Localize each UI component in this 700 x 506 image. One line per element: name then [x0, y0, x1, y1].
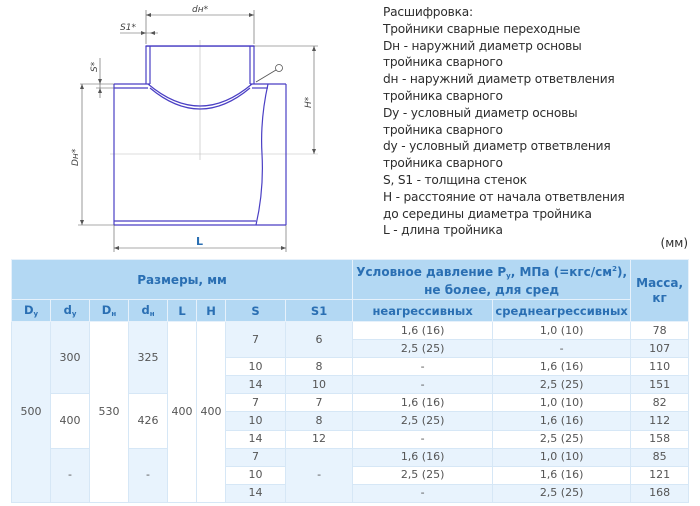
cell-dn: - — [129, 448, 168, 502]
legend-title: Расшифровка: — [383, 5, 473, 19]
cell-S: 10 — [226, 358, 286, 376]
units-label: (мм) — [660, 236, 688, 250]
cell-S: 7 — [226, 322, 286, 358]
legend-line: dy - условный диаметр ответвления — [383, 139, 611, 154]
specification-table — [11, 259, 689, 503]
cell-non-aggr: - — [353, 376, 493, 394]
cell-mass: 107 — [631, 340, 689, 358]
legend-line: до середины диаметра тройника — [383, 206, 592, 221]
s1-label: S1* — [120, 23, 136, 33]
cell-dn: 426 — [129, 394, 168, 448]
cell-non-aggr: - — [353, 484, 493, 502]
cell-mid-aggr: 2,5 (25) — [493, 376, 631, 394]
cell-mid-aggr: 1,0 (10) — [493, 322, 631, 340]
legend-line: Dy - условный диаметр основы — [383, 105, 578, 120]
cell-S: 7 — [226, 448, 286, 466]
table-row — [12, 322, 689, 340]
cell-H: 400 — [197, 322, 226, 503]
cell-mid-aggr: 1,0 (10) — [493, 394, 631, 412]
header-non-aggressive: неагрессивных — [353, 300, 493, 322]
header-sizes: Размеры, мм — [12, 260, 353, 300]
cell-S1: 10 — [286, 376, 353, 394]
cell-L: 400 — [168, 322, 197, 503]
weld-marker — [256, 65, 283, 83]
legend-line: Dн - наружний диаметр основы — [383, 38, 582, 53]
header-L: L — [168, 300, 197, 322]
legend-line: тройника сварного — [383, 88, 503, 103]
cell-S: 10 — [226, 412, 286, 430]
l-label: L — [196, 235, 204, 248]
cell-non-aggr: 2,5 (25) — [353, 412, 493, 430]
cell-non-aggr: 2,5 (25) — [353, 466, 493, 484]
cell-dy: 400 — [51, 394, 90, 448]
center-lines — [110, 40, 318, 160]
cell-S1: 7 — [286, 394, 353, 412]
legend-line: тройника сварного — [383, 122, 503, 137]
header-S: S — [226, 300, 286, 322]
legend-line: H - расстояние от начала ответвления — [383, 189, 625, 204]
header-dn: $d_н$ — [129, 300, 168, 322]
dn-main-label: Dн* — [71, 148, 81, 166]
cell-Dn: 530 — [90, 322, 129, 503]
cell-S: 7 — [226, 394, 286, 412]
legend-line: S, S1 - толщина стенок — [383, 172, 527, 187]
cell-S1: 8 — [286, 358, 353, 376]
header-mass: Масса, кг — [631, 260, 689, 322]
cell-mid-aggr: 1,0 (10) — [493, 448, 631, 466]
cell-S1: 6 — [286, 322, 353, 358]
cell-dn: 325 — [129, 322, 168, 394]
header-mid-aggressive: среднеагрессивных — [493, 300, 631, 322]
header-pressure: Условное давление $P_у$, МПа $(=кгс/см^2)$, не более, для сред — [353, 260, 631, 300]
cell-mid-aggr: 2,5 (25) — [493, 484, 631, 502]
h-label: H* — [304, 96, 314, 108]
cell-dy: - — [51, 448, 90, 502]
header-Dy: $D_у$ — [12, 300, 51, 322]
legend-block — [383, 4, 683, 239]
cell-mass: 168 — [631, 484, 689, 502]
cell-non-aggr: 1,6 (16) — [353, 448, 493, 466]
header-S1: S1 — [286, 300, 353, 322]
cell-mass: 82 — [631, 394, 689, 412]
cell-non-aggr: 1,6 (16) — [353, 394, 493, 412]
cell-non-aggr: - — [353, 430, 493, 448]
cell-S: 14 — [226, 430, 286, 448]
cell-S: 14 — [226, 376, 286, 394]
cell-mid-aggr: 1,6 (16) — [493, 466, 631, 484]
cell-mass: 78 — [631, 322, 689, 340]
cell-mid-aggr: 2,5 (25) — [493, 430, 631, 448]
cell-non-aggr: 1,6 (16) — [353, 322, 493, 340]
header-dy: $d_у$ — [51, 300, 90, 322]
legend-line: Тройники сварные переходные — [383, 21, 581, 36]
cell-mass: 85 — [631, 448, 689, 466]
cell-mid-aggr: - — [493, 340, 631, 358]
header-H: H — [197, 300, 226, 322]
cell-dy: 300 — [51, 322, 90, 394]
cell-mass: 151 — [631, 376, 689, 394]
cell-Dy: 500 — [12, 322, 51, 503]
cell-S1: - — [286, 448, 353, 502]
s-label: S* — [90, 61, 100, 72]
legend-line: тройника сварного — [383, 156, 503, 171]
cell-non-aggr: - — [353, 358, 493, 376]
cell-mass: 112 — [631, 412, 689, 430]
cell-S1: 8 — [286, 412, 353, 430]
cell-mass: 121 — [631, 466, 689, 484]
legend-line: dн - наружний диаметр ответвления — [383, 72, 615, 87]
legend-line: L - длина тройника — [383, 223, 503, 238]
cell-mass: 158 — [631, 430, 689, 448]
arrowheads — [80, 13, 316, 250]
cell-mass: 110 — [631, 358, 689, 376]
cell-non-aggr: 2,5 (25) — [353, 340, 493, 358]
legend-line: тройника сварного — [383, 55, 503, 70]
header-Dn: $D_н$ — [90, 300, 129, 322]
cell-S1: 12 — [286, 430, 353, 448]
dn-branch-label: dн* — [192, 5, 209, 15]
cell-S: 10 — [226, 466, 286, 484]
cell-S: 14 — [226, 484, 286, 502]
tee-technical-drawing — [0, 0, 360, 256]
cell-mid-aggr: 1,6 (16) — [493, 358, 631, 376]
cell-mid-aggr: 1,6 (16) — [493, 412, 631, 430]
